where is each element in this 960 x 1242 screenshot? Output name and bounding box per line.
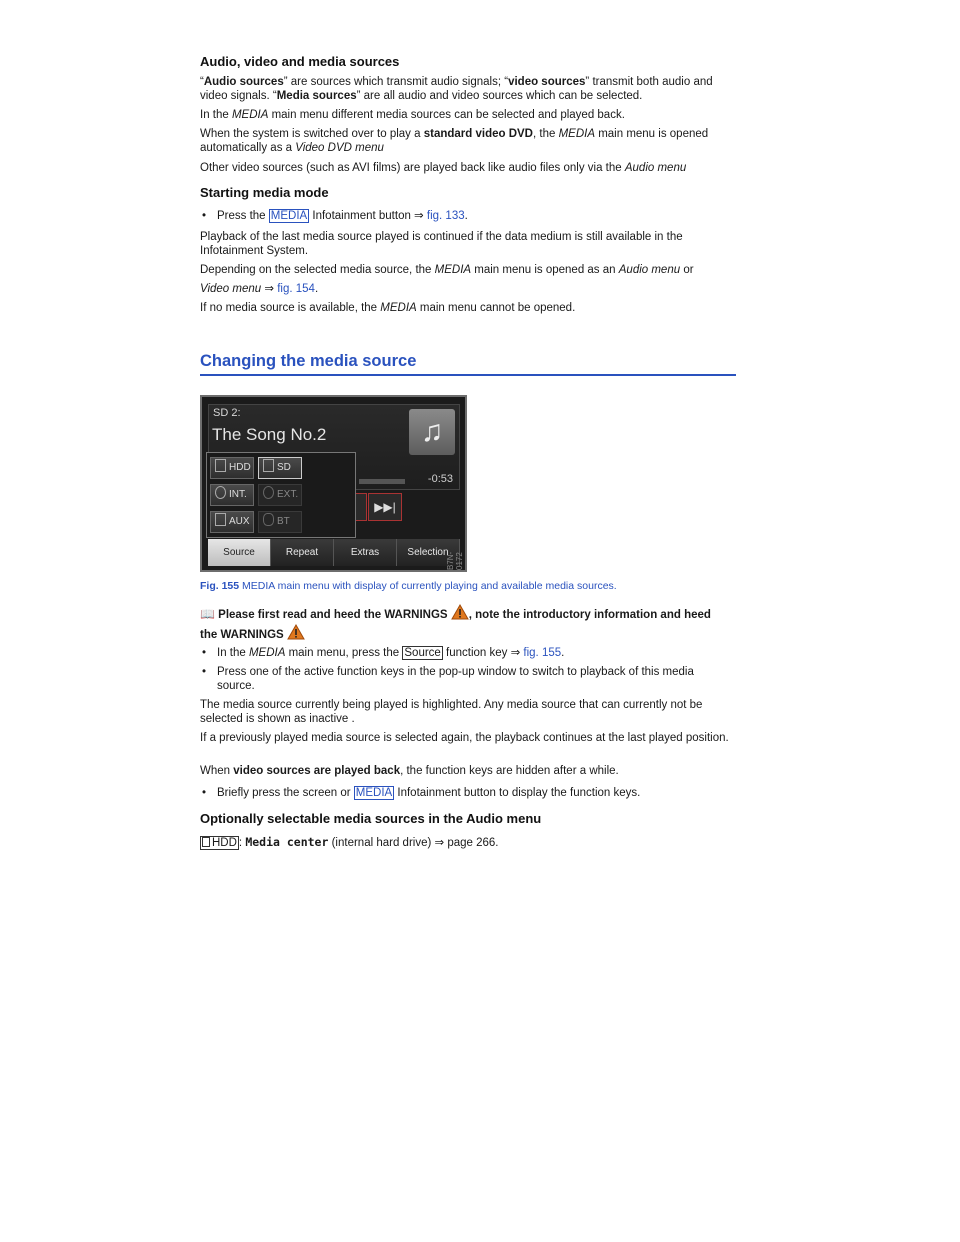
paragraph-sources-definition: “Audio sources” are sources which transmit audio signals; “video sources” transmit both audio and video signals. “Media sources” are all audio and video sources which can be selected. bbox=[200, 76, 713, 102]
skip-forward-icon: ▶▶| bbox=[374, 500, 396, 514]
fig-133-link[interactable]: fig. 133 bbox=[426, 210, 465, 222]
media-screen-figure bbox=[200, 395, 467, 572]
media-button-key[interactable]: MEDIA bbox=[270, 210, 308, 222]
source-ext-button: EXT. bbox=[258, 484, 302, 506]
tab-selection[interactable]: Selection bbox=[397, 539, 460, 566]
hdd-icon bbox=[215, 459, 226, 472]
source-function-key[interactable]: Source bbox=[404, 647, 441, 659]
bluetooth-icon bbox=[263, 513, 274, 526]
bullet-press-active-key: • Press one of the active function keys in the pop-up window to switch to playback of this media source. bbox=[202, 666, 694, 692]
heading-starting-media-mode: Starting media mode bbox=[200, 185, 329, 200]
warning-icon[interactable] bbox=[451, 604, 469, 620]
warning-notice: 📖 Please first read and heed the WARNINGS , note the introductory information and heed the WARNINGS bbox=[200, 604, 730, 644]
music-note-icon: ♫ bbox=[409, 409, 455, 455]
bullet-briefly-press: • Briefly press the screen or MEDIA Infotainment button to display the function keys. bbox=[202, 787, 641, 799]
next-track-button[interactable] bbox=[368, 493, 402, 521]
function-key-bar bbox=[208, 539, 460, 566]
bullet-dot: • bbox=[202, 666, 207, 678]
tab-repeat[interactable]: Repeat bbox=[271, 539, 334, 566]
paragraph-previously-played: If a previously played media source is selected again, the playback continues at the last played position. bbox=[200, 732, 729, 744]
figure-caption: Fig. 155 MEDIA main menu with display of currently playing and available media sources. bbox=[200, 580, 617, 592]
tab-extras[interactable]: Extras bbox=[334, 539, 397, 566]
song-title: The Song No.2 bbox=[212, 425, 327, 444]
paragraph-video-dvd: When the system is switched over to play a standard video DVD, the MEDIA main menu is opened automatically as a Video DVD menu bbox=[200, 128, 709, 154]
warning-icon[interactable] bbox=[287, 624, 305, 640]
paragraph-other-video: Other video sources (such as AVI films) are played back like audio files only via the Audio menu bbox=[200, 162, 687, 174]
hdd-media-center-line: HDD : Media center (internal hard drive) ⇒ page 266. bbox=[200, 835, 730, 850]
sd-card-icon bbox=[263, 459, 274, 472]
source-int-button[interactable]: INT. bbox=[210, 484, 254, 506]
source-bt-button: BT bbox=[258, 511, 302, 533]
cd-changer-icon bbox=[263, 486, 274, 499]
paragraph-video-keys-hidden: When video sources are played back, the function keys are hidden after a while. bbox=[200, 765, 619, 777]
media-button-key[interactable]: MEDIA bbox=[355, 787, 393, 799]
hdd-icon bbox=[202, 837, 210, 847]
paragraph-depending-source: Depending on the selected media source, the MEDIA main menu is opened as an Audio menu or bbox=[200, 264, 694, 276]
source-popup bbox=[206, 452, 356, 538]
bullet-press-media: • Press the MEDIA Infotainment button ⇒ fig. 133. bbox=[202, 210, 468, 222]
bullet-press-source: • In the MEDIA main menu, press the Source function key ⇒ fig. 155. bbox=[202, 647, 565, 659]
bullet-dot: • bbox=[202, 210, 207, 222]
bullet-dot: • bbox=[202, 647, 207, 659]
paragraph-highlighted: The media source currently being played is highlighted. Any media source that can currently not be selected is shown as inactive . bbox=[200, 699, 703, 725]
heading-audio-video-sources: Audio, video and media sources bbox=[200, 54, 400, 69]
source-header-label: SD 2: bbox=[213, 407, 241, 419]
bullet-dot: • bbox=[202, 787, 207, 799]
heading-selectable-sources: Optionally selectable media sources in the Audio menu bbox=[200, 811, 542, 826]
source-hdd-button[interactable]: HDD bbox=[210, 457, 254, 479]
paragraph-playback-continued: Playback of the last media source played is continued if the data medium is still available in the Infotainment System. bbox=[200, 231, 683, 257]
remaining-time: -0:53 bbox=[427, 473, 453, 485]
aux-icon bbox=[215, 513, 226, 526]
book-icon: 📖 bbox=[200, 607, 215, 621]
section-title-changing-source: Changing the media source bbox=[200, 352, 736, 376]
fig-155-link[interactable]: fig. 155 bbox=[523, 647, 562, 659]
image-code: B7N-0172 bbox=[446, 551, 464, 570]
source-sd-button[interactable]: SD bbox=[258, 457, 302, 479]
tab-source[interactable]: Source bbox=[208, 539, 271, 566]
paragraph-video-menu: Video menu ⇒ fig. 154. bbox=[200, 283, 319, 295]
source-aux-button[interactable]: AUX bbox=[210, 511, 254, 533]
progress-bar bbox=[359, 479, 405, 484]
fig-154-link[interactable]: fig. 154 bbox=[277, 283, 315, 295]
cd-icon bbox=[215, 486, 226, 499]
paragraph-no-media: If no media source is available, the MEDIA main menu cannot be opened. bbox=[200, 302, 576, 314]
paragraph-media-menu: In the MEDIA main menu different media sources can be selected and played back. bbox=[200, 109, 625, 121]
hdd-key[interactable]: HDD bbox=[200, 836, 239, 850]
